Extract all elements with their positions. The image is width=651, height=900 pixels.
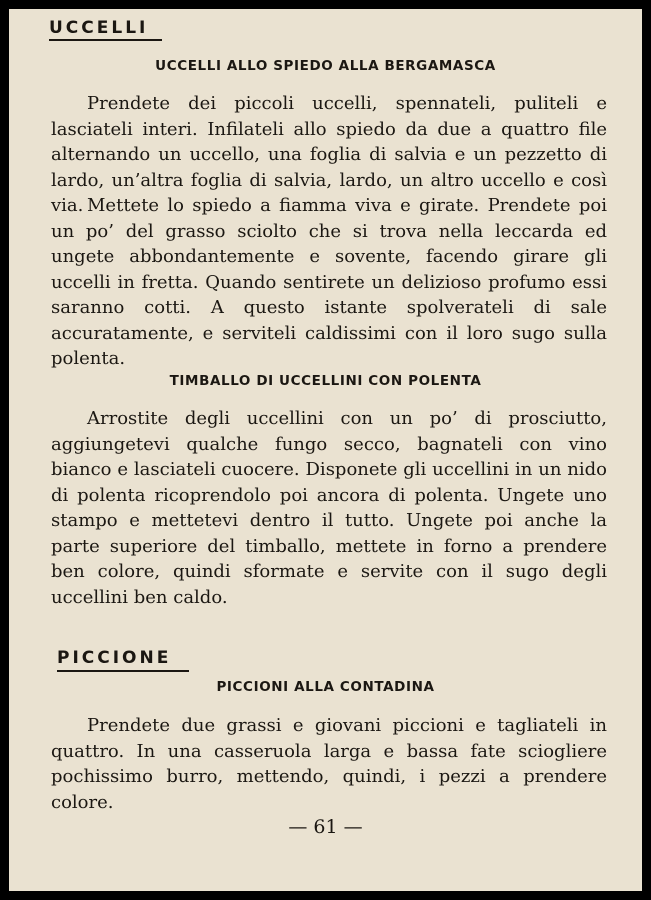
recipe-title: PICCIONI ALLA CONTADINA	[216, 679, 435, 695]
page-number: — 61 —	[288, 816, 363, 838]
recipe-paragraph: Prendete dei piccoli uccelli, spennateli, puliteli e lasciateli interi. Infilateli allo spiedo da due a quattro file alternando un uccello, una foglia di salvia e un pezzetto di lardo, un’altra foglia di salvia, lardo, un altro uccello e così via.	[51, 93, 607, 216]
recipe-title: TIMBALLO DI UCCELLINI CON POLENTA	[169, 373, 482, 389]
section-title-piccione: PICCIONE	[57, 648, 172, 668]
section-underline	[49, 39, 162, 41]
book-page	[9, 9, 642, 891]
recipe-paragraph: Arrostite degli uccellini con un po’ di prosciutto, aggiungetevi qualche fungo secco, bagnateli con vino bianco e lasciateli cuocere. Disponete gli uccellini in un nido di polenta ricoprendolo poi ancora di polenta. Ungete uno stampo e mettetevi dentro il tutto. Ungete poi anche la parte superiore del timballo, mettete in forno a prendere ben colore, quindi sformate e servite con il sugo degli uccellini ben caldo.	[51, 408, 607, 608]
recipe-title: UCCELLI ALLO SPIEDO ALLA BERGAMASCA	[155, 58, 496, 74]
recipe-paragraph: Mettete lo spiedo a fiamma viva e girate. Prendete poi un po’ del grasso sciolto che si trova nella leccarda ed ungete abbondantemente e sovente, facendo girare gli uccelli in fretta. Quando sentirete un delizioso profumo essi saranno cotti. A questo istante spolverateli di sale accuratamente, e serviteli caldissimi con il loro sugo sulla polenta.	[51, 195, 607, 369]
section-underline	[57, 670, 189, 672]
section-title-uccelli: UCCELLI	[49, 18, 149, 38]
recipe-paragraph: Prendete due grassi e giovani piccioni e tagliateli in quattro. In una casseruola larga e bassa fate sciogliere pochissimo burro, mettendo, quindi, i pezzi a prendere colore.	[51, 715, 607, 813]
